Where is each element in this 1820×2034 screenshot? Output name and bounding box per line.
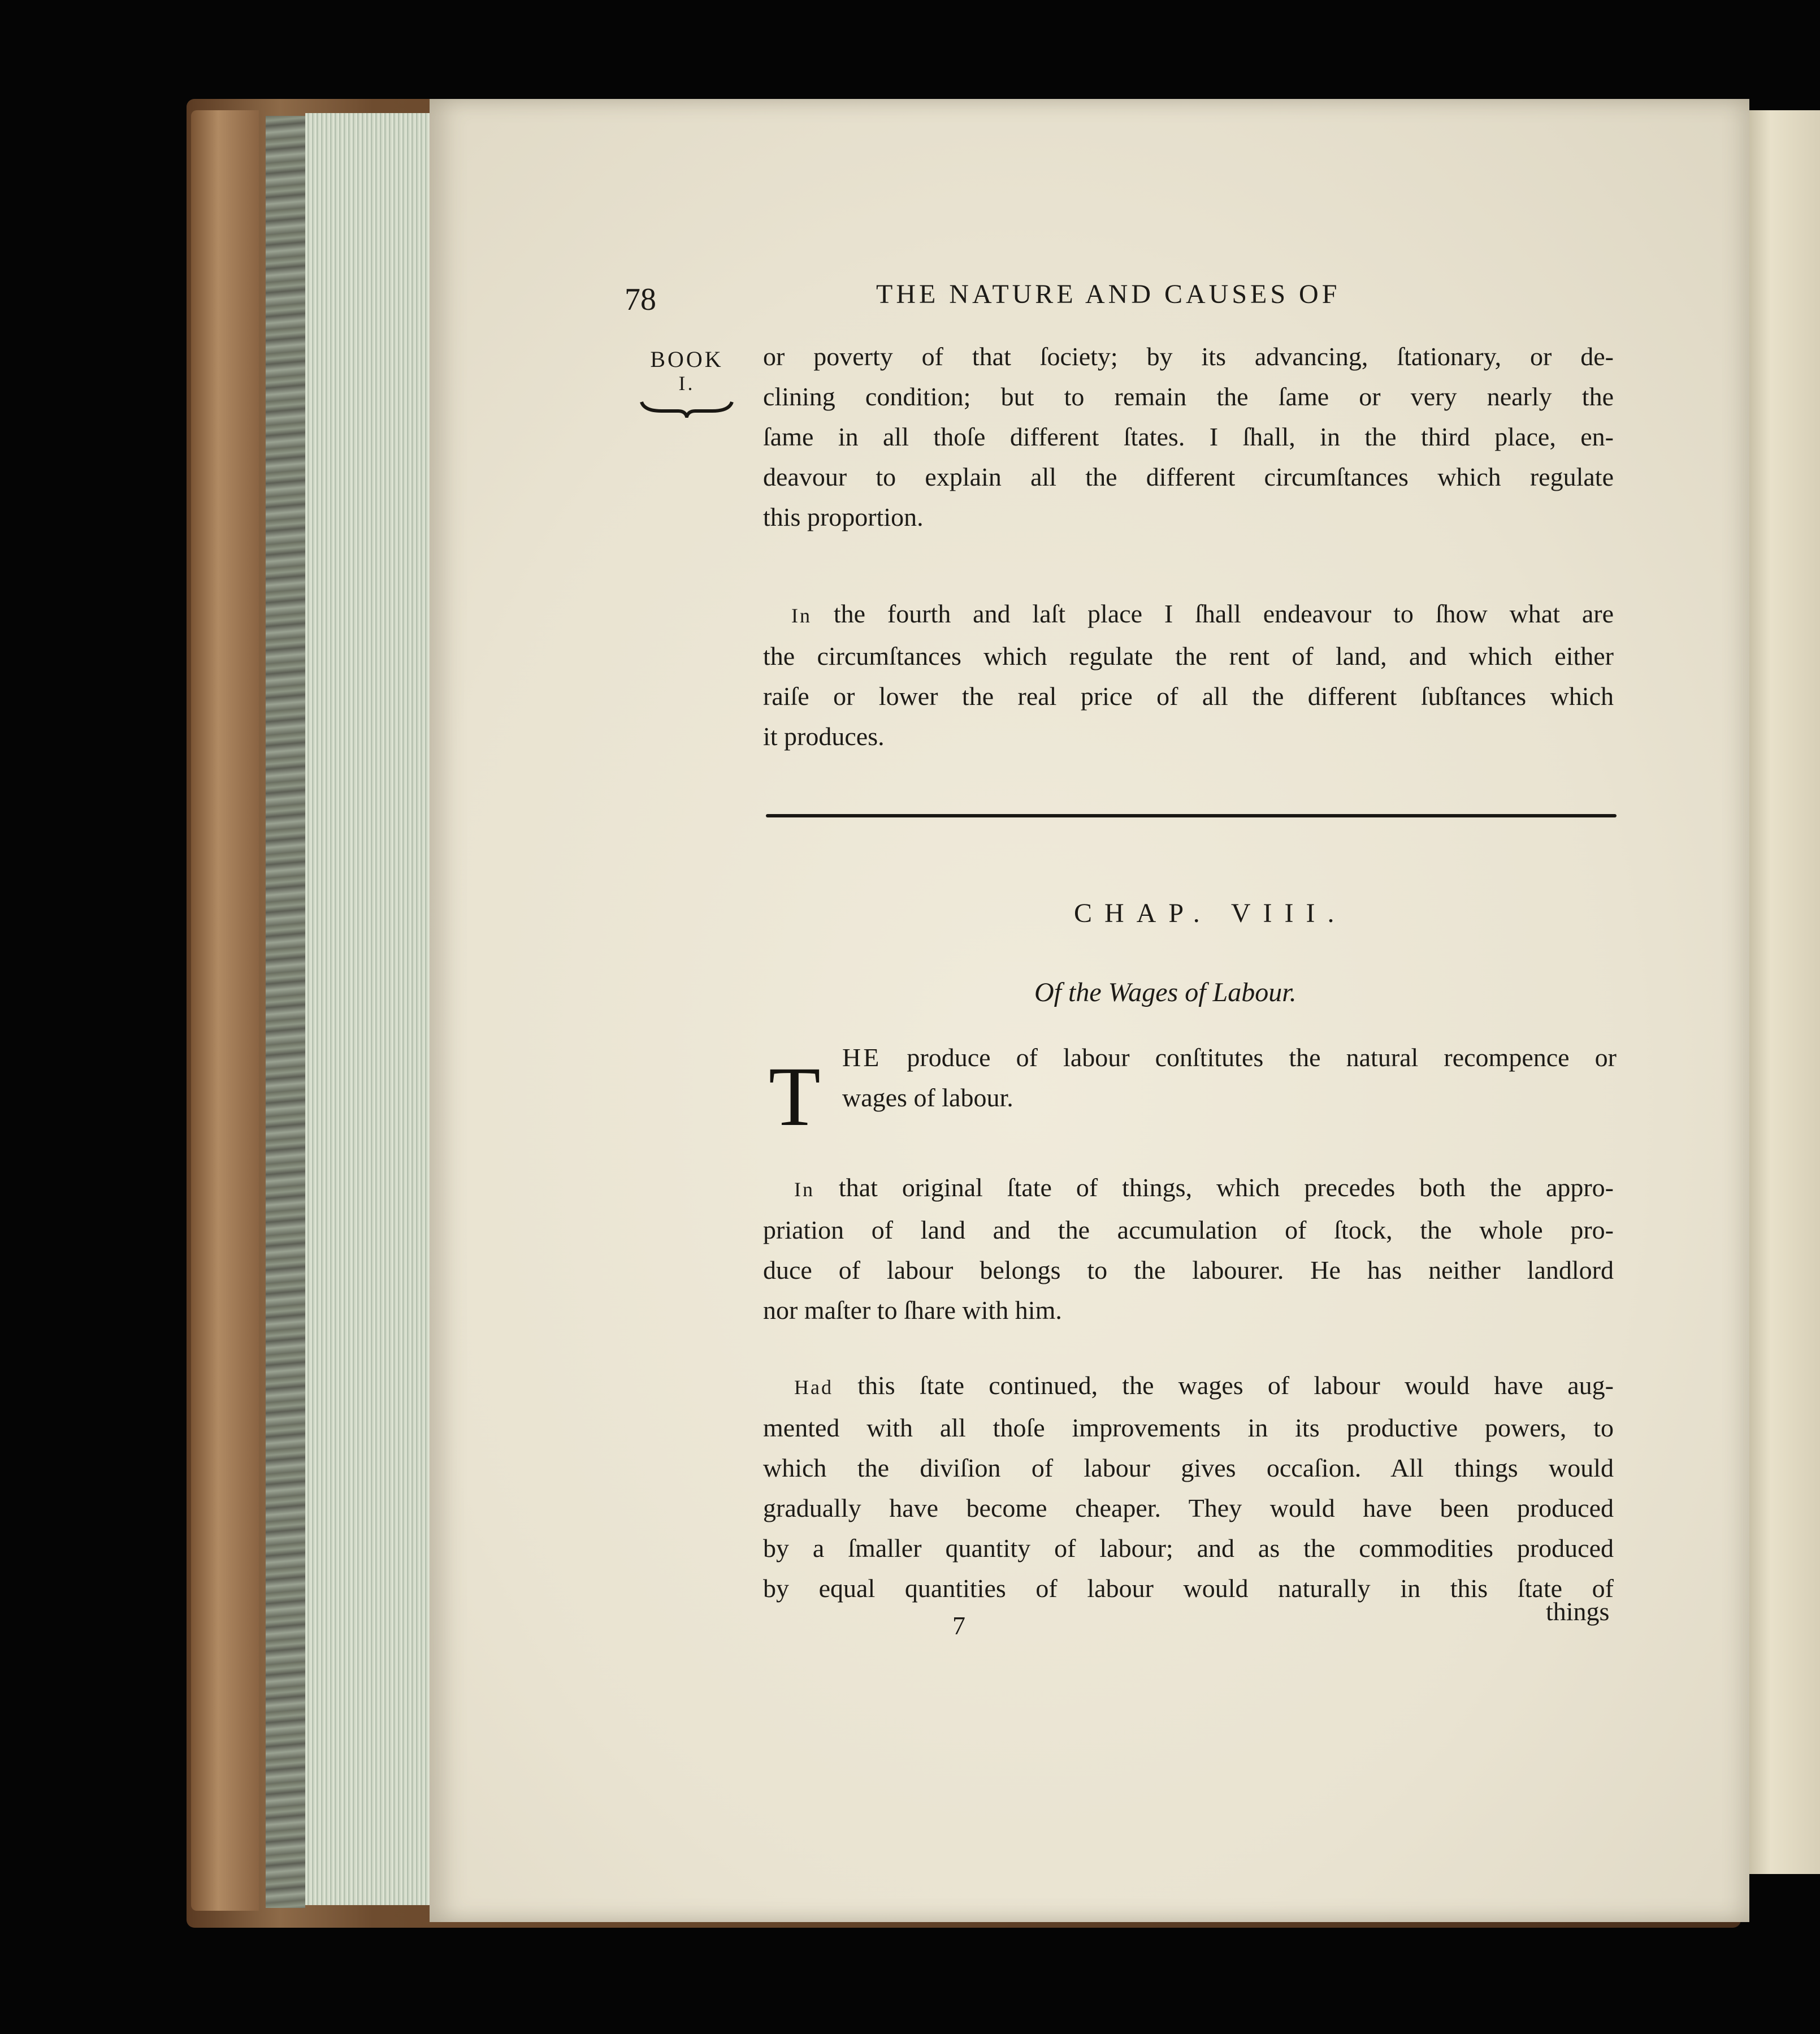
- text-line: by a ſmaller quantity of labour; and as the commodities produced: [763, 1534, 1614, 1563]
- line-text: that original ſtate of things, which precedes both the appro-: [838, 1173, 1614, 1202]
- cover-edge: [191, 110, 259, 1911]
- line-text: this ſtate continued, the wages of labour would have aug-: [857, 1371, 1614, 1400]
- running-title: THE NATURE AND CAUSES OF: [876, 279, 1341, 309]
- text-line: or poverty of that ſociety; by its advancing, ſtationary, or de-: [763, 342, 1614, 371]
- text-line: raiſe or lower the real price of all the different ſubſtances which: [763, 682, 1614, 711]
- paragraph-5: [763, 1365, 1614, 1608]
- text-line: ſame in all thoſe different ſtates. I ſhall, in the third place, en-: [763, 422, 1614, 451]
- line-text: produce of labour conſtitutes the natural recompence or: [907, 1043, 1617, 1072]
- paragraph-4: [763, 1167, 1614, 1330]
- brace-ornament: [639, 395, 735, 418]
- paragraph-3: [842, 1037, 1617, 1118]
- marbled-endpaper: [266, 116, 305, 1908]
- paragraph-1: [763, 336, 1614, 537]
- margin-book-label: BOOK: [650, 347, 723, 372]
- signature-mark: 7: [952, 1611, 965, 1640]
- facing-page-edge: [1749, 110, 1820, 1874]
- text-line: it produces.: [763, 722, 885, 751]
- text-line: priation of land and the accumulation of ſtock, the whole pro-: [763, 1215, 1614, 1244]
- text-line: gradually have become cheaper. They would have been produced: [763, 1494, 1614, 1522]
- text-line: [842, 1037, 1617, 1077]
- chapter-subtitle: Of the Wages of Labour.: [1034, 977, 1297, 1007]
- text-line: by equal quantities of labour would naturally in this ſtate of: [763, 1574, 1614, 1603]
- margin-note: [639, 348, 735, 421]
- text-line: [763, 594, 1614, 636]
- small-caps: In: [794, 1178, 814, 1201]
- section-rule: [766, 814, 1617, 817]
- text-line: wages of labour.: [842, 1083, 1013, 1112]
- book-page: [430, 99, 1749, 1922]
- text-line: clining condition; but to remain the ſame or very nearly the: [763, 382, 1614, 411]
- catchword: things: [1546, 1597, 1610, 1626]
- text-line: nor maſter to ſhare with him.: [763, 1296, 1062, 1325]
- small-caps: Had: [794, 1376, 833, 1399]
- text-line: this proportion.: [763, 503, 924, 531]
- text-line: duce of labour belongs to the labourer. He has neither landlord: [763, 1256, 1614, 1284]
- drop-cap: T: [769, 1050, 821, 1144]
- caps: HE: [842, 1043, 882, 1072]
- page-edges: [305, 113, 430, 1905]
- line-text: the fourth and laſt place I ſhall endeavour to ſhow what are: [833, 599, 1614, 628]
- paragraph-2: [763, 594, 1614, 756]
- margin-book-number: I.: [678, 372, 695, 395]
- chapter-heading: CHAP. VIII.: [1074, 898, 1347, 928]
- text-line: mented with all thoſe improvements in its productive powers, to: [763, 1413, 1614, 1442]
- text-line: [763, 1365, 1614, 1408]
- text-line: deavour to explain all the different circumſtances which regulate: [763, 462, 1614, 491]
- small-caps: In: [791, 604, 812, 627]
- text-line: [763, 1167, 1614, 1210]
- text-line: which the diviſion of labour gives occaſion. All things would: [763, 1453, 1614, 1482]
- text-line: the circumſtances which regulate the rent of land, and which either: [763, 642, 1614, 670]
- page-number: 78: [625, 282, 656, 317]
